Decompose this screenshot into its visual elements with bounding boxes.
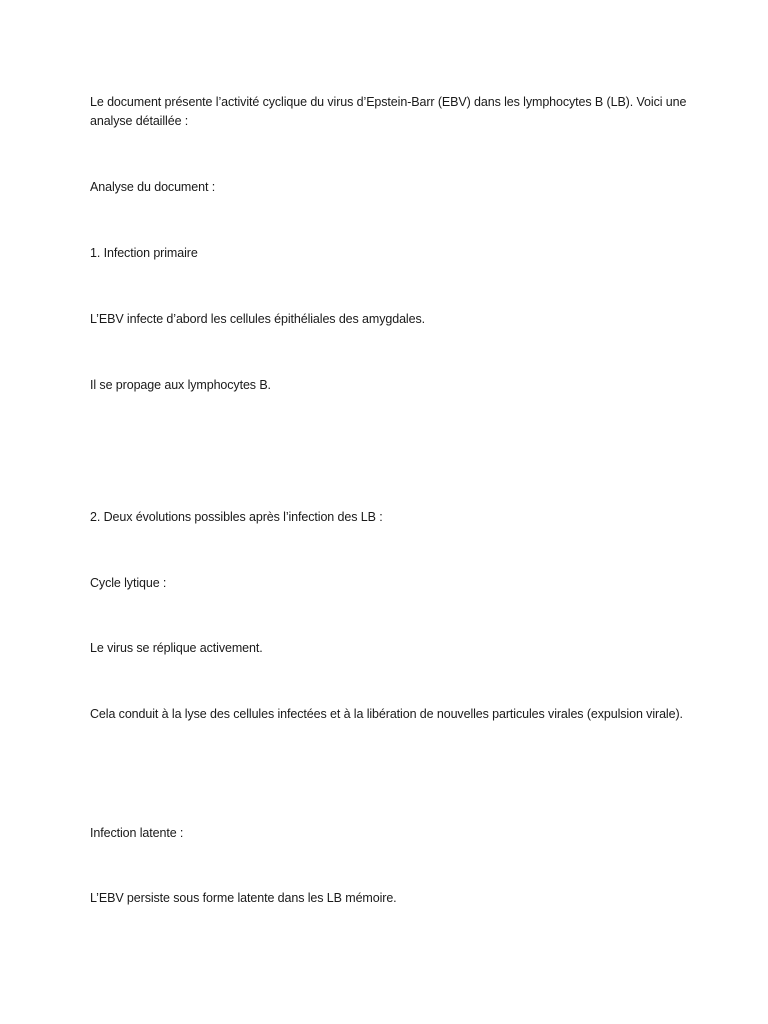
subheading-lytic-cycle: Cycle lytique : [90,576,167,590]
paragraph-ebv-epithelial: L’EBV infecte d’abord les cellules épithéliales des amygdales. [90,312,425,326]
paragraph-cell-lysis: Cela conduit à la lyse des cellules infectées et à la libération de nouvelles particules virales (expulsion virale). [90,707,683,721]
intro-paragraph: Le document présente l’activité cyclique du virus d’Epstein-Barr (EBV) dans les lymphocytes B (LB). Voici une analyse détaillée : [90,95,687,128]
paragraph-spread-lb: Il se propage aux lymphocytes B. [90,378,271,392]
section-heading-analysis: Analyse du document : [90,180,216,194]
paragraph-virus-replicates: Le virus se réplique activement. [90,641,263,655]
section-heading-primary-infection: 1. Infection primaire [90,246,198,260]
subheading-latent-infection: Infection latente : [90,826,184,840]
section-heading-two-evolutions: 2. Deux évolutions possibles après l’infection des LB : [90,510,383,524]
paragraph-ebv-persists: L’EBV persiste sous forme latente dans les LB mémoire. [90,891,397,905]
